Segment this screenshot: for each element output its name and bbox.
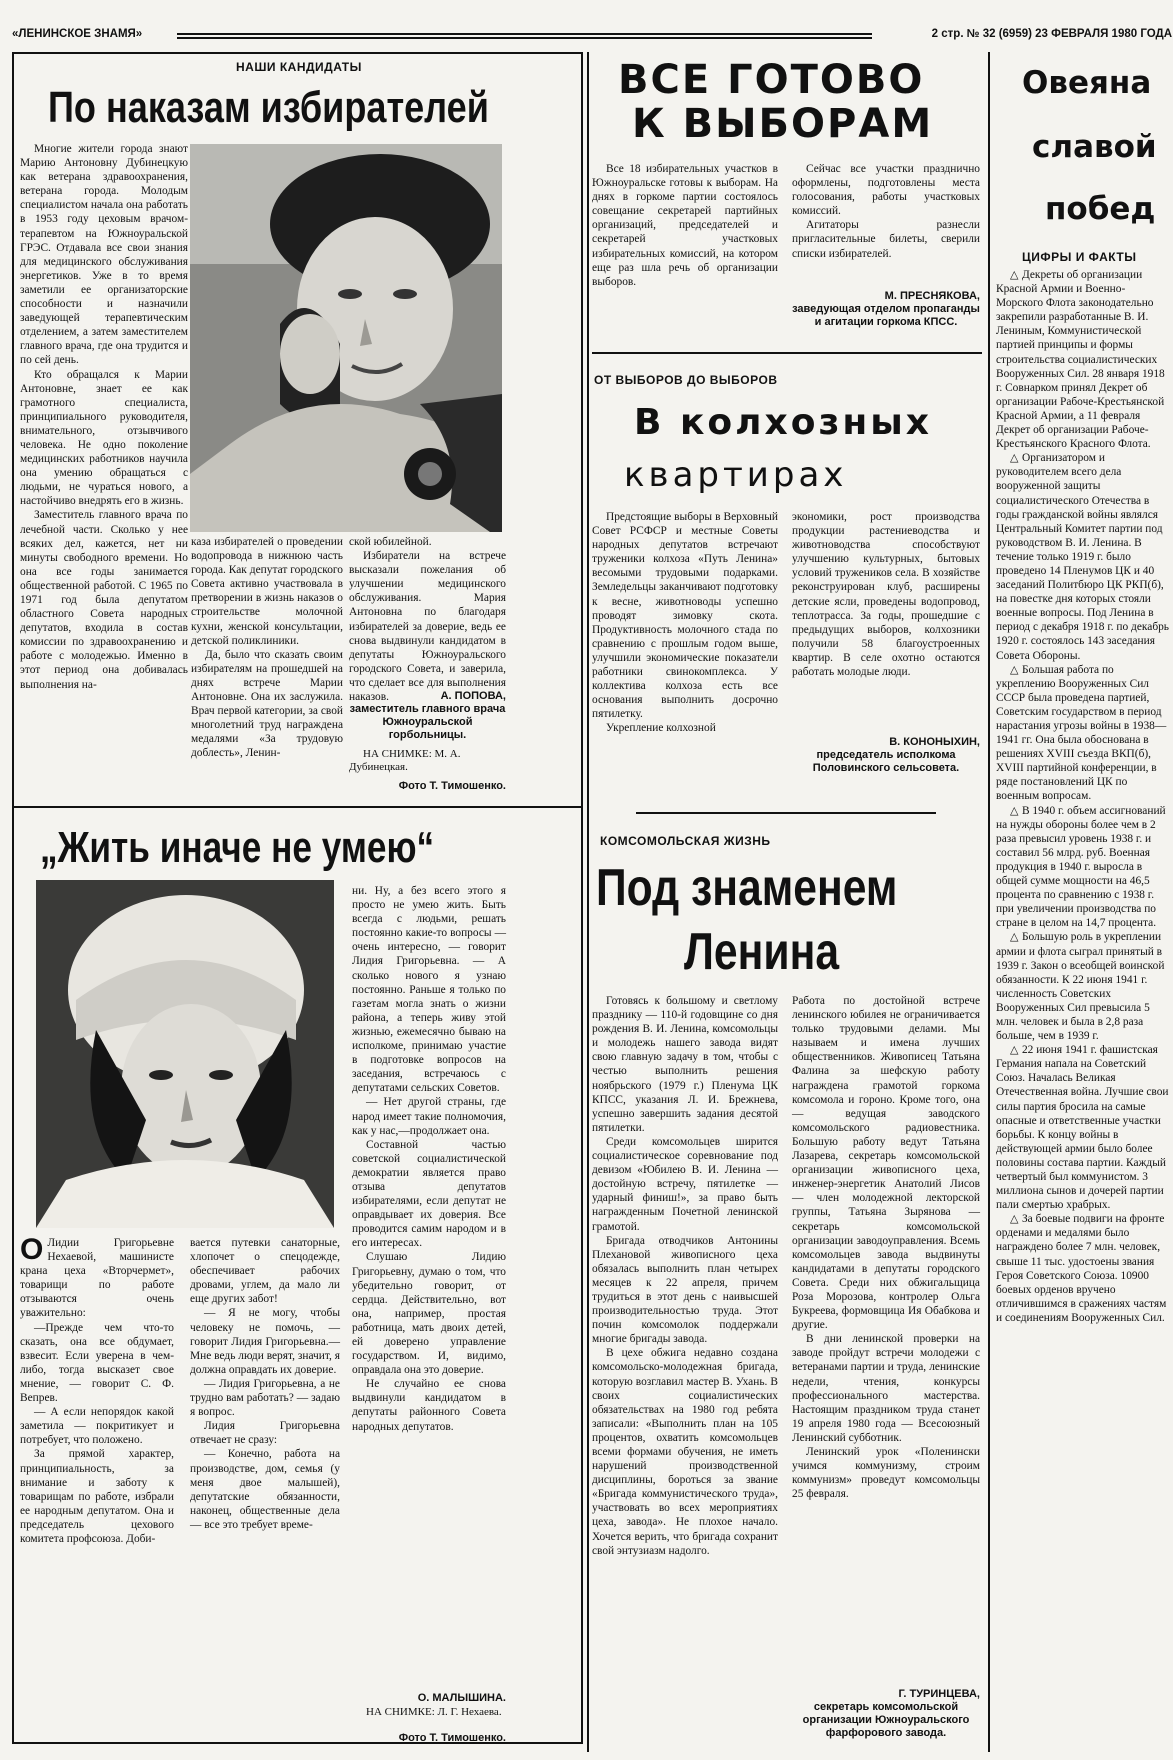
author-role: председатель исполкома Половинского сельсовета. <box>812 749 960 774</box>
article-divider <box>592 352 982 354</box>
paragraph: Слушаю Лидию Григорьевну, думаю о том, что убедительно говорит, от сердца. Действительно, вот она, например, простая работница, мать двоих детей, ей доверено управление государством. И, видимо, оправдала она это доверие. <box>352 1251 506 1377</box>
headline-zhit-inache: „Жить иначе не умею“ <box>40 823 435 872</box>
lead-text: Лидии Григорьевне Нехаевой, машинисте крана цеха «Вторчермет», товарищи по работе отзываются очень уважительно: <box>20 1237 174 1320</box>
facts-list <box>996 268 1171 1752</box>
fact-text: В 1940 г. объем ассигнований на нужды обороны более чем в 2 раза превысил уровень 1938 г. и составил 56 млрд. руб. Военная продукция в 1940 г. выросла в общей сумме мощности на 46,5 процента по сравнению с 1938 г. при увеличении производства по стране в целом на 14,7 процента. <box>996 804 1166 930</box>
paragraph: Составной частью советской социалистической демократии является право отзыва депутатов избирателями, если депутат не оправдывает их доверия. Все проводится самим народом и в его интересах. <box>352 1138 506 1250</box>
article-divider <box>12 806 583 808</box>
paragraph: — А если непорядок какой заметила — покритикует и потребует, что положено. <box>20 1406 174 1447</box>
paragraph: — Я не могу, чтобы человеку не помочь, — говорит Лидия Григорьевна.— Мне ведь люди верят, значит, я должна оправдать их доверие. <box>190 1307 340 1376</box>
headline-pod-znamenem-1: Под знаменем <box>596 859 898 917</box>
candidates-column-2 <box>191 535 343 797</box>
author-name: А. ПОПОВА, <box>440 690 506 702</box>
fact-item <box>996 268 1171 451</box>
rubric-komsomolskaya: КОМСОМОЛЬСКАЯ ЖИЗНЬ <box>600 834 771 848</box>
photo-caption-dubinetskaya: НА СНИМКЕ: М. А. Дубинецкая. <box>349 748 461 773</box>
photo-dubinetskaya <box>190 144 502 532</box>
paragraph: ни. Ну, а без всего этого я просто не умею жить. Быть всегда с людьми, решать постоянно какие-то вопросы — очень интересно, — говорит Лидия Григорьевна. — А сколько нового я узнаю постоянно. Раньше я только по газетам могла знать о жизни района, а теперь живу этой жизнью, ежемесячно бываю на исполкоме, принимаю участие в подготовке вопросов на заседания, встречаюсь с депутатами сельских Советов. <box>352 885 506 1095</box>
triangle-bullet-icon: △ <box>1010 1043 1022 1057</box>
paragraph: каза избирателей о проведении водопровода в нижнюю часть города. Как депутат городского Совета активно участвовала в претворении в жизнь наказов о строительстве молочной кухни, женской консультации, детской поликлиники. <box>191 536 343 647</box>
paragraph: Кто обращался к Марии Антоновне, знает ее как грамотного специалиста, принципиального руководителя, внимательного, отзывчивого человека. Не одно поколение медицинских работников научила она умению обращаться с людьми, не чураться нового, а настойчиво внедрять его в жизнь. <box>20 368 188 508</box>
author-name: В. КОНОНЫХИН, <box>889 736 980 748</box>
signature-malyshina: О. МАЛЫШИНА. <box>417 1692 506 1704</box>
triangle-bullet-icon: △ <box>1010 1212 1022 1226</box>
rubric-nashi-kandidaty: НАШИ КАНДИДАТЫ <box>236 60 362 74</box>
paragraph: Среди комсомольцев ширится социалистическое соревнование под девизом «Юбилею В. И. Ленина — достойную встречу, пятилетке — ударный финиш!», за право быть награжденным Почетной ленинской грамотой. <box>592 1135 778 1233</box>
paragraph: Укрепление колхозной <box>606 722 716 735</box>
fact-item <box>996 1212 1171 1325</box>
fact-text: Декреты об организации Красной Армии и Военно-Морского Флота законодательно закрепили разработанные В. И. Лениным, Коммунистической партией принципы и формы строительства социалистических Вооруженных Сил. 28 января 1918 г. Совнарком принял Декрет об организации Рабоче-Крестьянской Красной Армии, а 11 февраля Декрет об организации Рабоче-Крестьянского Красного Флота. <box>996 269 1165 451</box>
headline-oveyana-2: славой <box>1032 129 1157 165</box>
author-role: секретарь комсомольской организации Южноуральского фарфорового завода. <box>802 1701 970 1739</box>
triangle-bullet-icon: △ <box>1010 662 1022 676</box>
paragraph: Работа по достойной встрече ленинского юбилея не ограничивается только трудовыми делами. Мы называем и имена лучших общественников. Живописец Татьяна Фалина за шефскую работу награждена грамотой горкома комсомола и гороно. Кроме того, она — ведущая заводского комсомольского радиовестника. Большую работу ведут Татьяна Лазарева, секретарь комсомольской организации живописного цеха, инженер-энергетик Анатолий Лисов — член молодежной лекторской группы, Татьяна Зырянова — секретарь комсомольской организации заводоуправления. Всемь комсомольцев завода выдвинуты кандидатами в депутаты городского Совета. Среди них обжигальщица Роза Морозова, контролер Ольга Букреева, формовщица Ия Обабкова и другие. <box>792 995 980 1332</box>
triangle-bullet-icon: △ <box>1010 803 1022 817</box>
fact-item <box>996 930 1171 1043</box>
paragraph: — Нет другой страны, где народ имеет такие полномочия, как у нас,—продолжает она. <box>352 1096 506 1137</box>
fact-item <box>996 1043 1171 1212</box>
paragraph: экономики, рост производства продукции растениеводства и животноводства способствуют улучшению культурных, бытовых условий тружеников села. В хозяйстве реконструирован клуб, расширены детские ясли, проведены водопровод, теплотрасса. За годы, прошедшие с предыдущих выборов, колхозники получили 58 благоустроенных квартир. В селе охотно остаются работать молодые люди. <box>792 511 980 679</box>
paragraph: — Лидия Григорьевна, а не трудно вам работать? — задаю я вопрос. <box>190 1377 340 1419</box>
paragraph: — Конечно, работа на производстве, дом, семья (у меня двое малышей), депутатские обязанности, наконец, общественные дела — все это требует време- <box>190 1448 340 1531</box>
column-rule <box>587 52 589 1752</box>
signature-turintseva <box>792 1688 980 1754</box>
lenin-column-1 <box>592 994 778 1750</box>
paragraph: За прямой характер, принципиальность, за внимание и заботу к товарищам по работе, избрали ее народным депутатом. Она и председатель цехового комитета профсоюза. Доби- <box>20 1448 174 1545</box>
live-column-2 <box>190 1236 340 1736</box>
photo-credit: Фото Т. Тимошенко. <box>398 780 506 792</box>
headline-v-kolkhoznykh-1: В колхозных <box>634 402 933 443</box>
signature-presnyakova <box>792 290 980 329</box>
paragraph: Все 18 избирательных участков в Южноуральске готовы к выборам. На днях в горкоме партии состоялось совещание секретарей партийных организаций, председателей и секретарей участковых избирательных комиссий, на котором еще раз шла речь об организации выборов. <box>592 163 778 288</box>
rubric-ot-vyborov: ОТ ВЫБОРОВ ДО ВЫБОРОВ <box>594 373 778 387</box>
fact-text: Большую роль в укреплении армии и флота сыграл принятый в 1939 г. Закон о всеобщей воинской обязанности. К 22 июня 1941 г. численность Советских Вооруженных Сил превысила 5 млн. человек и была в 2,8 раза больше, чем в 1939 г. <box>996 931 1165 1043</box>
paragraph: Заместитель главного врача по лечебной части. Сколько у нее всяких дел, кажется, нет ни минуты свободного времени. Но она все годы занимается общественной работой. С 1965 по 1971 год была депутатом областного Совета народных депутатов, входила в состав комиссии по здравоохранению и работе с молодежью. Именно в этот период она добивалась выполнения на- <box>20 509 188 691</box>
photo-credit: Фото Т. Тимошенко. <box>398 1732 506 1744</box>
fact-item <box>996 804 1171 931</box>
paragraph: ской юбилейной. <box>349 536 432 548</box>
author-name: Г. ТУРИНЦЕВА, <box>898 1688 980 1700</box>
paragraph: Многие жители города знают Марию Антоновну Дубинецкую как ветерана здравоохранения, ветерана города. Молодым специалистом начала она работать в 1953 году цеховым врачом-терапевтом на Южноуральской ГРЭС. Отдавала все свои знания для медицинского обслуживания энергетиков. Уже в то время заметили ее организаторские способности и назначили заведующей терапевтическим отделением, а затем заместителем главного врача, где она трудится и по сей день. <box>20 143 188 367</box>
paragraph: Предстоящие выборы в Верховный Совет РСФСР и местные Советы народных депутатов встречают труженики колхоза «Путь Ленина» весомыми трудовыми подарками. Земледельцы заканчивают подготовку к весне, животноводы успешно проводят зимовку скота. Продуктивность молочного стада по сравнению с прошлым годом выше, улучшили экономические показатели работники свинокомплекса. У коллектива колхоза есть все основания выполнить досрочно пятилетку. <box>592 511 778 721</box>
paragraph: В цехе обжига недавно создана комсомольско-молодежная бригада, которую возглавил мастер В. Ухань. В своих социалистических обязательствах на 1980 год ребята записали: «Выполнить план на 105 процентов, охватить комсомольцев всеми формами обучения, не иметь нарушений производственной дисциплины, бороться за звание «Бригада коммунистического труда», участвовать во всех мероприятиях цеха, завода». Не плохое начало. Хочется верить, что бригада сохранит свой энтузиазм надолго. <box>592 1347 778 1557</box>
column-rule <box>988 52 990 1752</box>
masthead <box>12 26 1172 46</box>
paragraph: Лидия Григорьевна отвечает не сразу: <box>190 1420 340 1447</box>
photo-nekhaeva <box>36 880 334 1228</box>
headline-pod-znamenem-2: Ленина <box>684 923 840 981</box>
article-divider <box>636 812 936 814</box>
paragraph: В дни ленинской проверки на заводе пройдут встречи молодежи с ветеранами партии и труда, ленинские недели, чтения, конкурсы профессионального мастерства. Настоящим праздником труда станет 19 апреля 1980 года — Всесоюзный Ленинский субботник. <box>792 1333 980 1444</box>
paragraph <box>20 1233 174 1321</box>
signature-kononykhin <box>792 736 980 775</box>
fact-text: Организатором и руководителем всего дела вооруженной защиты социалистического Отечества в годы гражданской войны являлся Центральный Комитет партии под руководством В. И. Ленина. В течение только 1919 г. было проведено 14 Пленумов ЦК и 40 заседаний Политбюро ЦК РКП(б), на повестке дня которых стояли военные вопросы. Под Ленина в период с декабря 1918 г. по декабрь 1920 г. состоялось 143 заседания Совета Обороны. <box>996 452 1170 662</box>
paragraph: вается путевки санаторные, хлопочет о спецодежде, обеспечивает рабочих дровами, углем, да мало ли еще других забот! <box>190 1237 340 1306</box>
headline-vse-gotovo-2: К ВЫБОРАМ <box>632 101 934 147</box>
signature-popova <box>349 690 506 742</box>
triangle-bullet-icon: △ <box>1010 451 1022 465</box>
fact-text: 22 июня 1941 г. фашистская Германия напала на Советский Союз. Началась Великая Отечественная война. Лучшие свои силы партия бросила на самые опасные и ответственные участки борьбы. К концу войны в действующей армии было более половины состава партии. Каждый четвертый был коммунистом. 3 миллиона сынов и дочерей партии пали смертью храбрых. <box>996 1044 1169 1212</box>
paragraph: Готовясь к большому и светлому празднику — 110-й годовщине со дня рождения В. И. Ленина, комсомольцы и молодежь нашего завода видят свою главную задачу в том, чтобы с честью выполнить решения ноябрьского (1979 г.) Пленума ЦК КПСС, указания Л. И. Брежнева, успешно завершить задания десятой пятилетки. <box>592 995 778 1134</box>
ready-column-2 <box>792 162 980 286</box>
lenin-column-2 <box>792 994 980 1690</box>
paragraph: Ленинский урок «Поленински учимся коммунизму, строим коммунизм» проведут комсомольцы 25 февраля. <box>792 1446 980 1501</box>
paragraph: Агитаторы разнесли пригласительные билеты, сверили списки избирателей. <box>792 219 980 260</box>
fact-item <box>996 663 1171 804</box>
triangle-bullet-icon: △ <box>1010 268 1022 281</box>
paragraph: Не случайно ее снова выдвинули кандидатом в депутаты районного Совета народных депутатов. <box>352 1378 506 1433</box>
fact-item <box>996 451 1171 662</box>
issue-line: 2 стр. № 32 (6959) 23 ФЕВРАЛЯ 1980 ГОДА <box>931 28 1172 40</box>
headline-po-nakazam: По наказам избирателей <box>48 83 489 132</box>
photo-caption-nekhaeva: НА СНИМКЕ: Л. Г. Нехаева. <box>366 1706 502 1718</box>
live-column-3 <box>352 884 506 1500</box>
paragraph: Сейчас все участки празднично оформлены, подготовлены места голосования, работы участковых комиссий. <box>792 163 980 218</box>
rubric-tsifry-fakty: ЦИФРЫ И ФАКТЫ <box>1022 250 1137 264</box>
triangle-bullet-icon: △ <box>1010 930 1022 944</box>
headline-vse-gotovo-1: ВСЕ ГОТОВО <box>618 57 925 103</box>
headline-v-kolkhoznykh-2: квартирах <box>624 455 848 495</box>
ready-column-1 <box>592 162 778 334</box>
fact-text: Большая работа по укреплению Вооруженных Сил СССР была проведена партией, Советским государством в период нарастания угрозы войны в 1938—1941 гг. Она была обоснована в решениях XVIII съезда ВКП(б), XVIII партийной конференции, в ряде постановлений ЦК по военным вопросам. <box>996 663 1167 803</box>
masthead-rule <box>177 33 872 39</box>
paragraph: Бригада отводчиков Антонины Плехановой живописного цеха обязалась выполнить план четырех месяцев к 22 апреля, причем трудиться в этот день с наивысшей производительностью труда. Этот почин комсомолок поддержали многие бригады завода. <box>592 1234 778 1346</box>
kolkhoz-column-2 <box>792 510 980 734</box>
author-role: заведующая отделом пропаганды и агитации горкома КПСС. <box>792 303 980 328</box>
newspaper-name: «ЛЕНИНСКОЕ ЗНАМЯ» <box>12 28 143 40</box>
paragraph: —Прежде чем что-то сказать, она все обдумает, взвесит. Если уверена в чем-либо, тогда высказет свое мнение, — говорит С. Ф. Вепрев. <box>20 1321 174 1405</box>
kolkhoz-column-1 <box>592 510 778 788</box>
headline-oveyana-1: Овеяна <box>1022 65 1152 101</box>
fact-text: За боевые подвиги на фронте орденами и медалями было награждено более 7 млн. человек, свыше 11 тыс. удостоены звания Героя Советского Союза. 10900 боевых орденов вручено отличившимся в сражениях частям и соединениям Вооруженных Сил. <box>996 1213 1167 1324</box>
candidates-column-1 <box>20 142 188 802</box>
paragraph: Да, было что сказать своим избирателям на прошедшей на днях встрече Марии Антоновне. Она их заслужила. Врач первой категории, за свой многолетний труд награждена медалями «За трудовую доблесть», Ленин- <box>191 648 343 760</box>
headline-oveyana-3: побед <box>1045 191 1156 227</box>
author-name: М. ПРЕСНЯКОВА, <box>884 290 980 302</box>
live-column-1 <box>20 1233 174 1736</box>
paragraph: Избиратели на встрече высказали пожелания об улучшении медицинского обслуживания. Мария Антоновна по благодаря избирателей за доверие, ведь ее снова выдвинули кандидатом в депутаты Южноуральского городского Совета, и заверила, что сделает все для выполнения наказов. <box>349 550 506 704</box>
author-role: заместитель главного врача Южноуральской горбольницы. <box>349 703 506 741</box>
dropcap: О <box>20 1233 44 1266</box>
